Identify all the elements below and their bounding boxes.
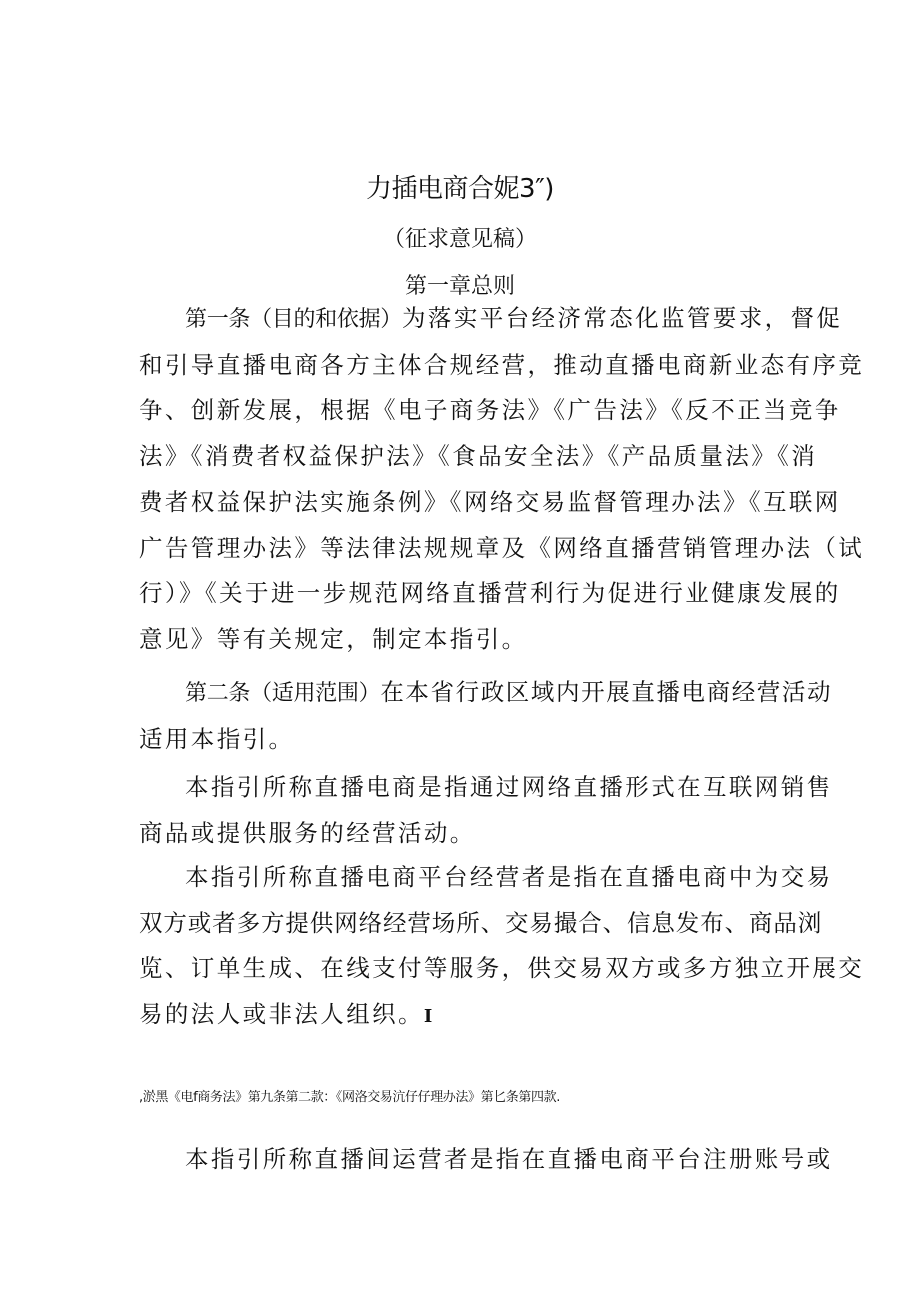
footnote: ,淤黑《电f商务法》第九条第二款：《网洛交易沆仔仔理办法》第匕条第四款. xyxy=(139,1090,560,1105)
text-line: 争、创新发展，根据《电子商务法》《广告法》《反不正当竞争 xyxy=(139,396,841,425)
definition-platform-operator xyxy=(139,855,865,1040)
article-2-label: 第二条（适用范围） xyxy=(185,681,381,706)
text-line: 易的法人或非法人组织。 xyxy=(139,1000,424,1029)
document-subtitle: （征求意见稿） xyxy=(382,227,537,252)
article-1-paragraph xyxy=(139,296,865,663)
definition-room-operator xyxy=(139,1137,833,1183)
text-line: 在本省行政区域内开展直播电商经营活动 xyxy=(380,678,833,706)
text-line: 商品或提供服务的经营活动。 xyxy=(139,818,476,847)
definition-live-ecommerce xyxy=(139,765,833,856)
document-title: 力插电商合妮3″) xyxy=(366,174,554,204)
text-line: 为落实平台经济常态化监管要求，督促 xyxy=(402,304,843,332)
text-line: 双方或者多方提供网络经营场所、交易撮合、信息发布、商品浏 xyxy=(139,908,823,937)
text-line: 费者权益保护法实施条例》《网络交易监督管理办法》《互联网 xyxy=(139,487,841,516)
article-2-paragraph xyxy=(139,670,833,762)
text-line: 行）》《关于进一步规范网络直播营利行为促进行业健康发展的 xyxy=(139,579,841,608)
text-line: 广告管理办法》等法律法规规章及《网络直播营销管理办法（试 xyxy=(139,533,865,562)
text-line: 本指引所称直播电商是指通过网络直播形式在互联网销售 xyxy=(185,773,833,801)
chapter-heading: 第一章总则 xyxy=(404,274,515,299)
text-line: 意见》等有关规定，制定本指引。 xyxy=(139,624,528,653)
text-line: 览、订单生成、在线支付等服务，供交易双方或多方独立开展交 xyxy=(139,954,865,983)
text-line: 本指引所称直播电商平台经营者是指在直播电商中为交易 xyxy=(185,863,833,891)
text-line: 本指引所称直播间运营者是指在直播电商平台注册账号或 xyxy=(185,1145,833,1173)
article-1-label: 第一条（目的和依据） xyxy=(185,307,403,332)
footnote-marker: I xyxy=(423,1006,433,1028)
text-line: 法》《消费者权益保护法》《食品安全法》《产品质量法》《消 xyxy=(139,442,818,471)
text-line: 适用本指引。 xyxy=(139,724,295,753)
text-line: 和引导直播电商各方主体合规经营，推动直播电商新业态有序竞 xyxy=(139,350,865,379)
